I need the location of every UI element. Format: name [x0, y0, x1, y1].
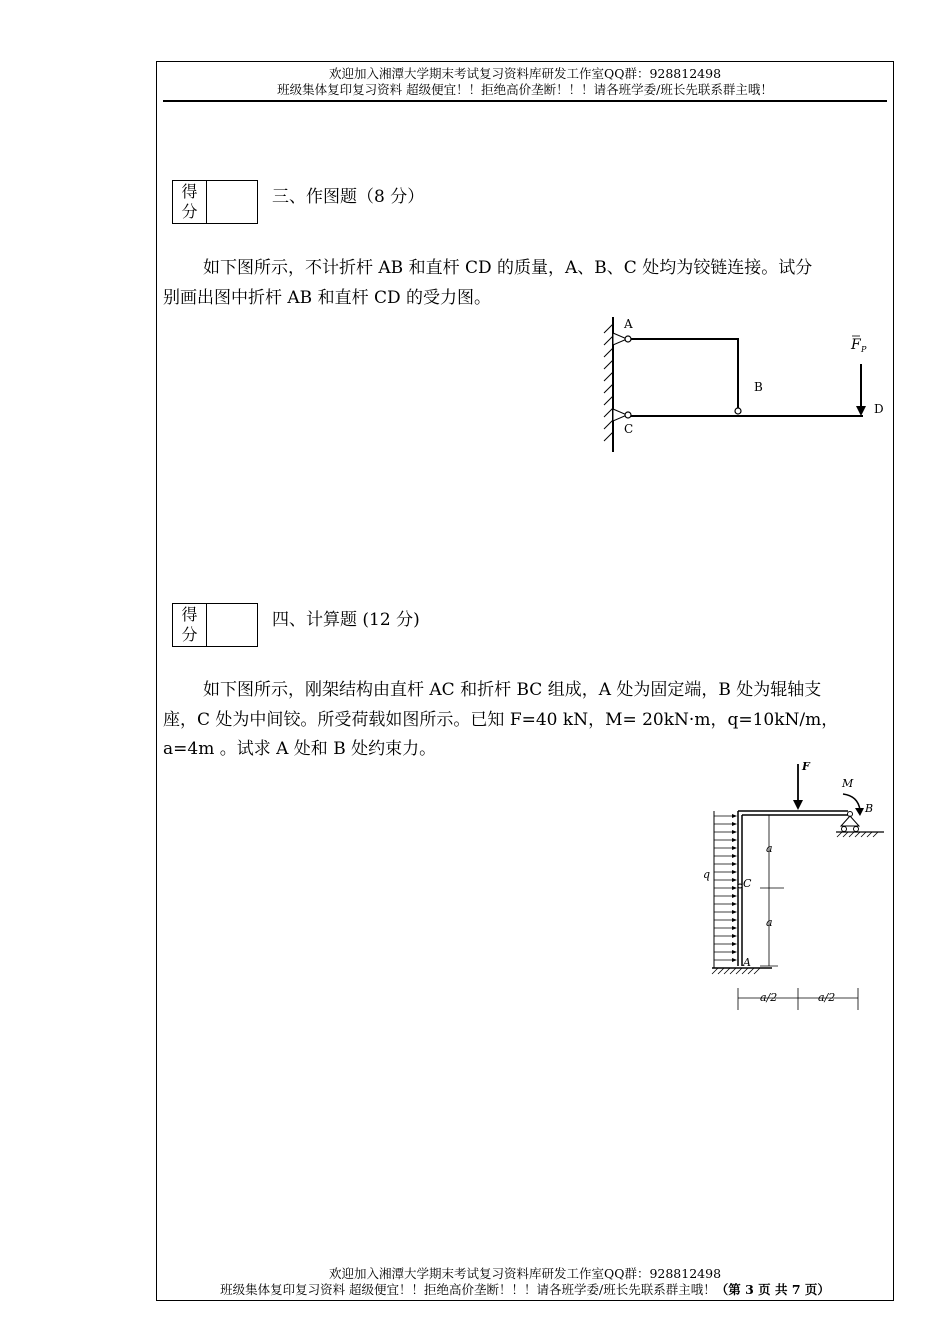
label-force: F: [851, 337, 861, 353]
hinge-c: [625, 412, 631, 418]
section4-paragraph: [163, 676, 887, 765]
label-force-sub: P: [861, 345, 867, 354]
section3-line-2: 别画出图中折杆 AB 和直杆 CD 的受力图。: [163, 287, 492, 308]
section3-paragraph: [163, 254, 887, 313]
wall-hatch: [604, 324, 613, 441]
force-arrow-head: [856, 406, 866, 416]
label-d: D: [874, 402, 884, 416]
header-rule: [163, 100, 887, 102]
label-f: F: [802, 760, 810, 773]
moment-m-arc: [843, 794, 860, 810]
bar-ab: [631, 339, 738, 408]
label-m: M: [842, 777, 854, 790]
label-a-lower: a: [766, 916, 773, 929]
label-half-left: a/2: [760, 991, 778, 1004]
label-c: C: [624, 422, 634, 436]
support-b: [841, 816, 859, 826]
hinge-a: [625, 336, 631, 342]
section4-line-1: 如下图所示，刚架结构由直杆 AC 和折杆 BC 组成，A 处为固定端，B 处为辊轴支: [203, 680, 822, 700]
score-label: 得 分: [173, 181, 207, 223]
section4-title: 四、计算题 (12 分): [272, 610, 420, 630]
force-f-head: [793, 800, 803, 810]
distributed-load-heads: [732, 814, 737, 962]
roller-b-1: [842, 827, 847, 832]
score-box-section4: [172, 603, 258, 647]
header-line-1: 欢迎加入湘潭大学期末考试复习资料库研发工作室QQ群：928812498: [328, 66, 722, 81]
label-q: q: [703, 868, 711, 881]
hinge-b: [735, 408, 741, 414]
label-a: A: [743, 956, 751, 969]
hinge-c: [738, 884, 742, 888]
section3-title: 三、作图题（8 分）: [272, 187, 425, 207]
label-a: A: [624, 317, 633, 331]
score-label: 得 分: [173, 604, 207, 646]
section4-line-3: a=4m 。试求 A 处和 B 处约束力。: [163, 739, 437, 759]
section3-line-1: 如下图所示，不计折杆 AB 和直杆 CD 的质量，A、B、C 处均为铰链连接。试分: [203, 258, 813, 278]
figure-folded-bar-ab-cd: [595, 312, 895, 457]
label-c: C: [743, 877, 752, 890]
ground-a-hatch: [712, 968, 760, 974]
moment-m-head: [855, 808, 864, 816]
label-b: B: [754, 380, 763, 394]
header-line-2: 班级集体复印复习资料 超级便宜！！拒绝高价垄断！！！请各班学委/班长先联系群主哦！: [277, 82, 773, 97]
footer-notice: 班级集体复印复习资料 超级便宜！！拒绝高价垄断！！！请各班学委/班长先联系群主哦！: [220, 1282, 716, 1297]
ground-b-hatch: [837, 832, 878, 837]
section4-line-2: 座，C 处为中间铰。所受荷载如图所示。已知 F=40 kN，M= 20kN·m，q=10kN/m，: [163, 709, 839, 730]
figure-rigid-frame: [698, 758, 890, 1016]
page-number: （第 3 页 共 7 页）: [715, 1282, 830, 1297]
label-half-right: a/2: [818, 991, 836, 1004]
label-b: B: [865, 802, 874, 815]
label-a-upper: a: [766, 842, 773, 855]
footer-line-1: 欢迎加入湘潭大学期末考试复习资料库研发工作室QQ群：928812498: [328, 1266, 722, 1281]
roller-b-2: [854, 827, 859, 832]
footer-line-2: [156, 1282, 894, 1298]
score-box-section3: [172, 180, 258, 224]
